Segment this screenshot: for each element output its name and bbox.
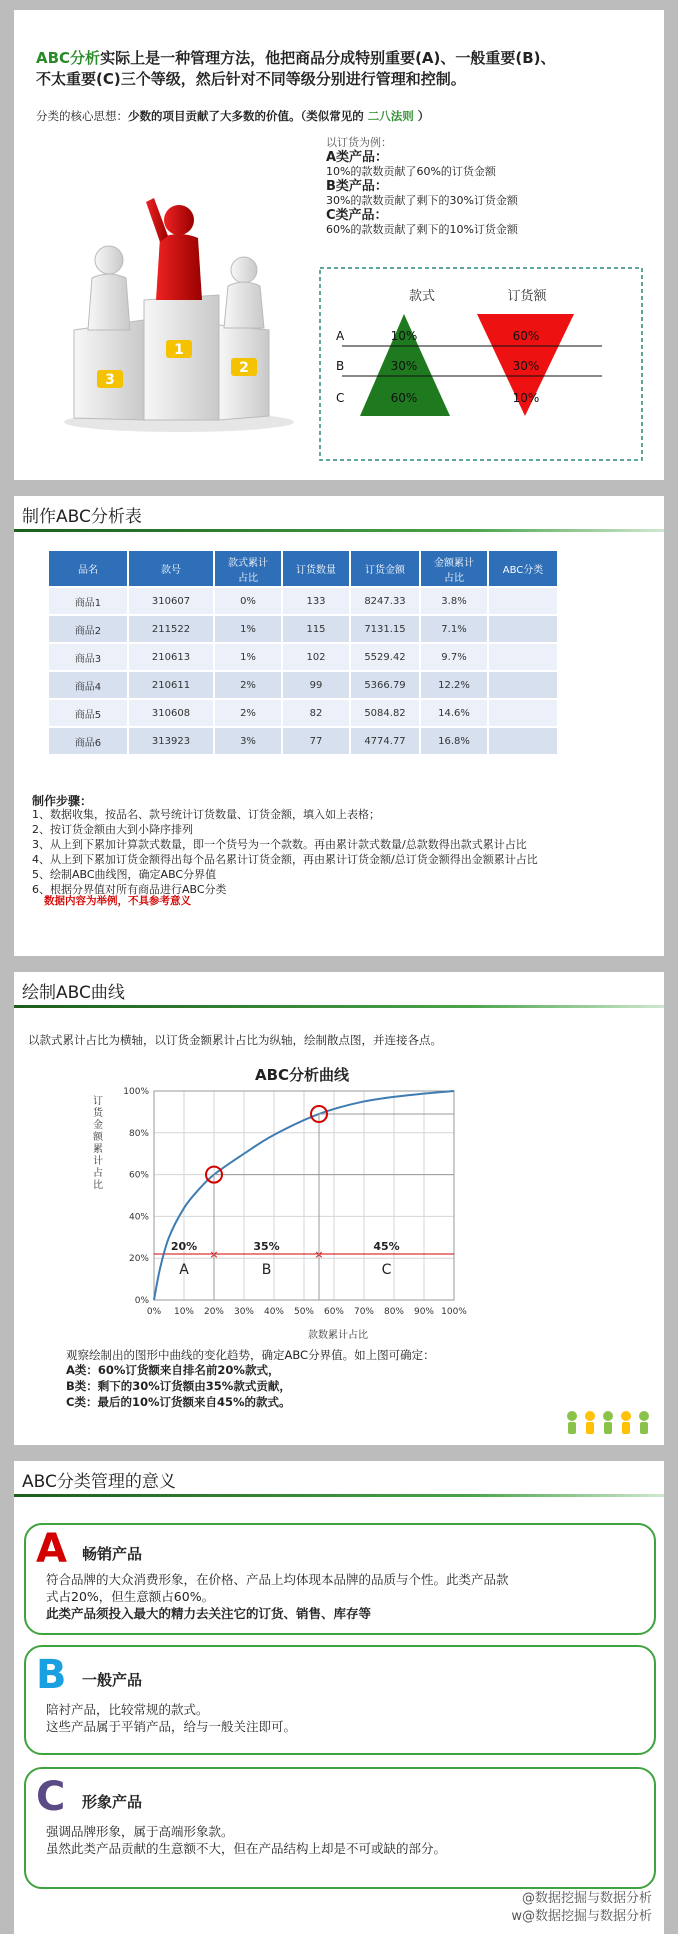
style-b-value: 30% [390,359,418,373]
x-tick-label: 10% [173,1307,195,1317]
conclusion-c-key: C类： [66,1395,98,1409]
table-cell: 8247.33 [351,588,419,614]
conclusion-c-text: 最后的10%订货额来自45%的款式。 [97,1395,291,1409]
table-cell: 2% [215,700,281,726]
podium-2-number: 2 [239,360,249,376]
table-header-cell: 金额累计 占比 [421,551,487,586]
table-cell: 115 [283,616,349,642]
curve-description: 以款式累计占比为横轴，以订货金额累计占比为纵轴，绘制散点图，并连接各点。 [28,1033,442,1047]
intro-abc-term: ABC分析 [36,49,101,67]
x-tick-label: 100% [441,1307,467,1317]
watermark-line2: w@数据挖掘与数据分析 [511,1909,652,1924]
x-tick-label: 70% [353,1307,375,1317]
col-amount-label: 订货额 [507,289,547,304]
segment-percent: 35% [253,1240,280,1254]
table-cell: 商品4 [49,672,127,698]
x-tick-label: 80% [383,1307,405,1317]
table-cell [489,644,557,670]
table-cell: 16.8% [421,728,487,754]
decorative-figures-icon [562,1404,658,1438]
table-cell: 310607 [129,588,213,614]
x-tick-label: 0% [146,1307,162,1317]
x-tick-label: 20% [203,1307,225,1317]
conclusions [66,1362,291,1410]
segment-label: A [179,1262,189,1279]
segment-percent: 45% [373,1240,400,1254]
table-cell: 313923 [129,728,213,754]
class-a-desc: 10%的款数贡献了60%的订货金额 [326,165,496,178]
example-header: 以订货为例： [326,136,392,149]
card-a-title: 畅销产品 [82,1545,143,1563]
panel-abc-meaning [14,1461,664,1934]
panel2-title: 制作ABC分析表 [22,507,142,527]
x-tick-label: 60% [323,1307,345,1317]
watermark-line1: @数据挖掘与数据分析 [521,1891,652,1906]
table-cell: 82 [283,700,349,726]
table-cell: 0% [215,588,281,614]
table-row [49,616,557,642]
table-cell: 5366.79 [351,672,419,698]
table-cell: 7131.15 [351,616,419,642]
table-cell [489,728,557,754]
watermark [511,1890,652,1926]
core-note: （类似常见的 [300,109,364,123]
table-header-row [49,551,557,586]
class-c-name: C类产品： [326,207,388,223]
row-b-label: B [336,359,345,373]
table-cell: 4774.77 [351,728,419,754]
table-cell [489,672,557,698]
step-item: 6、根据分界值对所有商品进行ABC分类 [32,883,227,896]
class-b-name: B类产品： [326,178,388,194]
table-cell [489,700,557,726]
y-label-char: 累 [93,1144,103,1155]
steps-title: 制作步骤： [32,794,93,808]
y-tick-label: 20% [128,1254,149,1265]
core-close: ） [417,109,430,123]
card-a-line2: 式占20%，但生意额占60%。 [46,1589,215,1604]
table-cell: 商品1 [49,588,127,614]
table-cell: 5529.42 [351,644,419,670]
step-item: 3、从上到下累加计算款式数量，即一个货号为一个款数。再由累计款式数量/总款数得出款式累计占比 [32,838,527,851]
step-item: 4、从上到下累加订货金额得出每个品名累计订货金额，再由累计订货金额/总订货金额得出金额累计占比 [32,853,538,866]
step-item: 5、绘制ABC曲线图，确定ABC分界值 [32,868,217,881]
x-tick-label: 30% [233,1307,255,1317]
class-a-name: A类产品： [326,149,389,165]
table-cell [489,588,557,614]
card-c-line2: 虽然此类产品贡献的生意额不大，但在产品结构上却是不可或缺的部分。 [46,1841,447,1856]
amount-c-value: 10% [512,391,540,405]
table-cell: 210611 [129,672,213,698]
abc-curve-chart [62,1054,522,1344]
table-row [49,588,557,614]
core-idea [36,108,429,124]
table-cell: 商品5 [49,700,127,726]
table-header-cell: 订货数量 [283,551,349,586]
card-c-letter: C [36,1774,66,1820]
table-row [49,700,557,726]
card-a-line3: 此类产品须投入最大的精力去关注它的订货、销售、库存等 [46,1606,372,1621]
step-item: 1、数据收集，按品名、款号统计订货数量、订货金额，填入如上表格； [32,808,380,821]
table-cell: 211522 [129,616,213,642]
table-cell: 99 [283,672,349,698]
table-header-cell: 款式累计 占比 [215,551,281,586]
segment-label: C [381,1262,392,1279]
conclusion-b-key: B类： [66,1379,98,1393]
table-cell: 5084.82 [351,700,419,726]
table-cell: 商品3 [49,644,127,670]
conclusion-a [66,1362,291,1378]
col-style-label: 款式 [408,289,436,304]
table-cell: 14.6% [421,700,487,726]
y-label-char: 订 [93,1096,103,1107]
table-body [49,588,557,754]
y-tick-label: 40% [128,1212,149,1223]
table-row [49,672,557,698]
table-header-cell: 订货金额 [351,551,419,586]
observe-text: 观察绘制出的图形中曲线的变化趋势，确定ABC分界值。如上图可确定： [66,1348,435,1362]
chart-title: ABC分析曲线 [254,1066,350,1084]
table-cell: 9.7% [421,644,487,670]
example-block [326,136,518,238]
x-tick-label: 90% [413,1307,435,1317]
x-axis-label: 款数累计占比 [308,1330,368,1341]
card-class-a [24,1523,656,1635]
y-label-char: 货 [93,1108,103,1119]
y-tick-label: 0% [134,1296,149,1306]
card-c-line1: 强调品牌形象，属于高端形象款。 [46,1824,234,1839]
table-row [49,644,557,670]
panel2-divider [14,529,664,532]
card-b-line2: 这些产品属于平销产品，给与一般关注即可。 [46,1719,297,1734]
core-rule: 二八法则 [367,109,414,123]
y-tick-label: 80% [128,1128,149,1139]
card-c-title: 形象产品 [82,1793,143,1811]
segment-boundary-mark: × [209,1248,219,1262]
card-class-b [24,1645,656,1755]
intro-line-2: 不太重要(C)三个等级，然后针对不同等级分别进行管理和控制。 [36,70,466,88]
podium-3-number: 3 [105,372,115,388]
table-header-cell: 品名 [49,551,127,586]
table-cell: 商品2 [49,616,127,642]
core-prefix: 分类的核心思想： [36,109,128,123]
conclusion-a-key: A类： [66,1363,98,1377]
class-b-desc: 30%的款数贡献了剩下的30%订货金额 [326,194,518,207]
core-main: 少数的项目贡献了大多数的价值。 [128,109,301,123]
table-cell: 77 [283,728,349,754]
steps-list [32,807,662,897]
x-tick-label: 40% [263,1307,285,1317]
segment-percent: 20% [170,1240,198,1254]
style-a-value: 10% [390,329,418,343]
y-label-char: 计 [93,1156,103,1167]
x-tick-label: 50% [293,1307,315,1317]
conclusion-b [66,1378,291,1394]
card-a-body [46,1571,646,1622]
table-cell [489,616,557,642]
table-cell: 2% [215,672,281,698]
y-tick-label: 60% [128,1170,149,1181]
card-b-letter: B [36,1652,67,1698]
table-cell: 3% [215,728,281,754]
card-b-body [46,1701,646,1735]
card-b-line1: 陪衬产品，比较常规的款式。 [46,1702,209,1717]
style-c-value: 60% [390,391,418,405]
conclusion-b-text: 剩下的30%订货额由35%款式贡献， [97,1379,291,1393]
panel4-title: ABC分类管理的意义 [22,1472,176,1492]
panel3-title: 绘制ABC曲线 [22,983,125,1003]
table-cell: 210613 [129,644,213,670]
panel-abc-table [14,496,664,956]
card-class-c [24,1767,656,1889]
table-cell: 商品6 [49,728,127,754]
podium-illustration [54,180,294,440]
segment-label: B [261,1262,272,1279]
table-cell: 1% [215,644,281,670]
table-row [49,728,557,754]
table-cell: 102 [283,644,349,670]
abc-table [47,549,559,756]
card-a-line1: 符合品牌的大众消费形象，在价格、产品上均体现本品牌的品质与个性。此类产品款 [46,1572,509,1587]
amount-b-value: 30% [512,359,540,373]
table-cell: 7.1% [421,616,487,642]
table-header-cell: 款号 [129,551,213,586]
intro-text [36,48,656,90]
table-cell: 1% [215,616,281,642]
panel-abc-intro [14,10,664,480]
y-label-char: 占 [93,1168,103,1179]
table-cell: 3.8% [421,588,487,614]
podium-1-number: 1 [174,342,184,358]
row-a-label: A [336,329,345,343]
row-c-label: C [336,391,345,405]
y-label-char: 额 [93,1132,103,1143]
y-label-char: 比 [93,1180,103,1191]
card-b-title: 一般产品 [82,1671,143,1689]
y-label-char: 金 [93,1120,103,1131]
conclusion-c [66,1394,291,1410]
table-cell: 12.2% [421,672,487,698]
card-c-body [46,1823,646,1857]
step-item: 2、按订货金额由大到小降序排列 [32,823,193,836]
panel3-divider [14,1005,664,1008]
disclaimer: 数据内容为举例，不具参考意义 [44,895,191,907]
intro-line-1: 实际上是一种管理方法，他把商品分成特别重要(A)、一般重要(B)、 [100,49,556,67]
panel-abc-curve [14,972,664,1445]
table-header-cell: ABC分类 [489,551,557,586]
y-tick-label: 100% [123,1087,149,1097]
class-c-desc: 60%的款数贡献了剩下的10%订货金额 [326,223,518,236]
conclusion-a-text: 60%订货额来自排名前20%款式， [97,1363,280,1377]
y-axis-label [93,1094,104,1191]
segment-boundary-mark: × [314,1248,324,1262]
card-a-letter: A [36,1526,67,1572]
triangle-diagram [312,266,652,466]
panel4-divider [14,1494,664,1497]
amount-a-value: 60% [512,329,540,343]
table-cell: 310608 [129,700,213,726]
table-cell: 133 [283,588,349,614]
